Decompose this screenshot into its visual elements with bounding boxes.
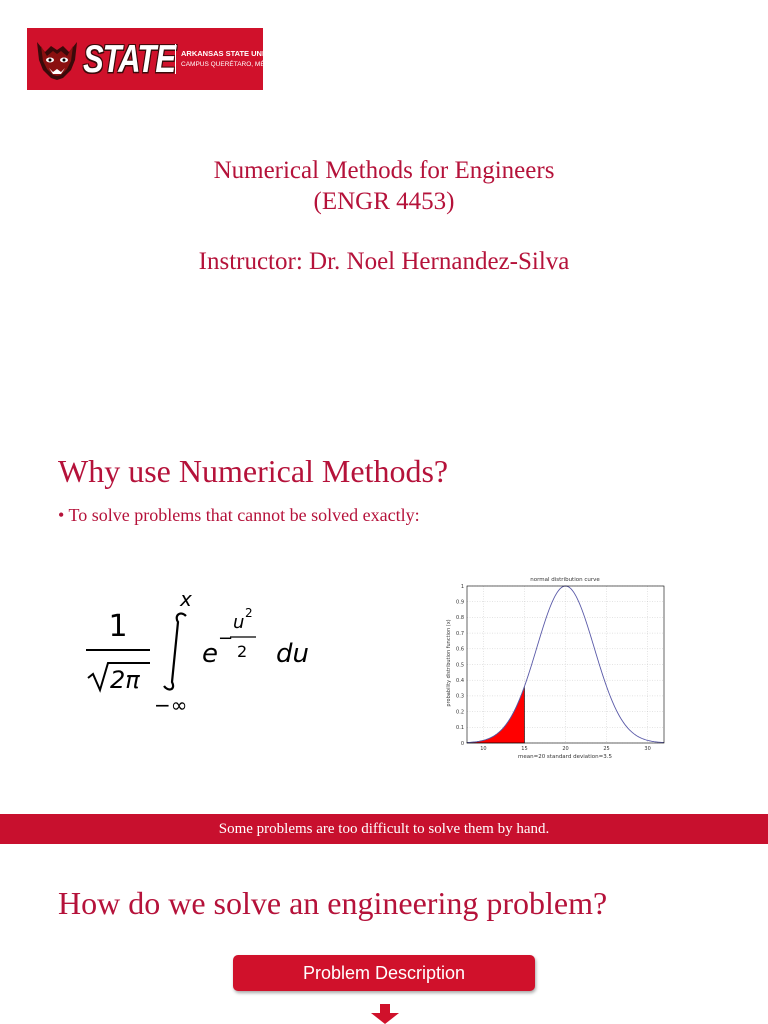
logo-university-name: ARKANSAS STATE UNIVERSITY xyxy=(181,49,297,58)
chart-y-tick-label: 0.6 xyxy=(456,646,464,653)
why-heading: Why use Numerical Methods? xyxy=(58,453,449,489)
course-title: Numerical Methods for Engineers xyxy=(213,157,555,184)
normal-distribution-chart xyxy=(430,570,670,765)
chart-y-tick-label: 0.9 xyxy=(456,599,464,606)
chart-y-tick-label: 0.3 xyxy=(456,693,464,700)
chart-y-tick-label: 0.8 xyxy=(456,615,464,622)
formula-exponent-numerator: u xyxy=(233,612,245,633)
formula-numerator: 1 xyxy=(108,609,128,644)
normal-cdf-formula xyxy=(80,582,330,722)
course-code: (ENGR 4453) xyxy=(313,188,455,215)
formula-upper-limit: x xyxy=(180,587,192,611)
chart-x-tick-label: 30 xyxy=(644,746,651,752)
university-logo xyxy=(27,28,297,90)
red-wolf-mascot-icon xyxy=(31,34,83,84)
down-arrow-icon xyxy=(369,1004,401,1024)
logo-campus-name: CAMPUS QUERÉTARO, MÉXICO. xyxy=(181,61,283,68)
chart-x-axis-label: mean=20 standard deviation=3.5 xyxy=(517,754,613,760)
highlight-banner xyxy=(0,814,768,844)
formula-integral-sign xyxy=(164,614,186,690)
how-heading: How do we solve an engineering problem? xyxy=(58,885,608,921)
chart-x-tick-label: 25 xyxy=(603,746,610,752)
chart-y-tick-label: 1 xyxy=(460,583,464,590)
chart-x-tick-label: 15 xyxy=(521,746,528,752)
formula-lower-limit: −∞ xyxy=(154,693,188,717)
formula-exponent-sign: − xyxy=(218,628,234,649)
logo-wordmark: STATE xyxy=(83,37,176,81)
formula-exponent-power: 2 xyxy=(245,606,253,620)
problem-description-step xyxy=(233,955,535,991)
banner-text: Some problems are too difficult to solve them by hand. xyxy=(218,820,550,837)
chart-y-tick-label: 0.4 xyxy=(456,678,464,684)
chart-y-tick-label: 0.7 xyxy=(456,630,464,637)
formula-sqrt-argument: 2π xyxy=(110,666,140,694)
logo-divider xyxy=(175,44,176,74)
chart-y-tick-label: 0.2 xyxy=(456,709,464,716)
formula-base: e xyxy=(202,639,218,669)
bullet-item: • To solve problems that cannot be solved exactly: xyxy=(58,505,420,525)
problem-description-label: Problem Description xyxy=(302,962,466,983)
chart-y-tick-label: 0.1 xyxy=(456,725,464,732)
chart-x-tick-label: 10 xyxy=(480,746,487,752)
chart-y-tick-label: 0 xyxy=(460,740,464,747)
instructor-name: Instructor: Dr. Noel Hernandez-Silva xyxy=(198,248,570,275)
chart-x-tick-label: 20 xyxy=(562,746,569,752)
formula-exponent-denominator: 2 xyxy=(237,642,248,661)
formula-differential: du xyxy=(276,639,309,669)
chart-y-axis-label: probability distribution function (x) xyxy=(446,619,452,707)
chart-y-tick-label: 0.5 xyxy=(456,662,464,669)
chart-title: normal distribution curve xyxy=(530,577,600,583)
